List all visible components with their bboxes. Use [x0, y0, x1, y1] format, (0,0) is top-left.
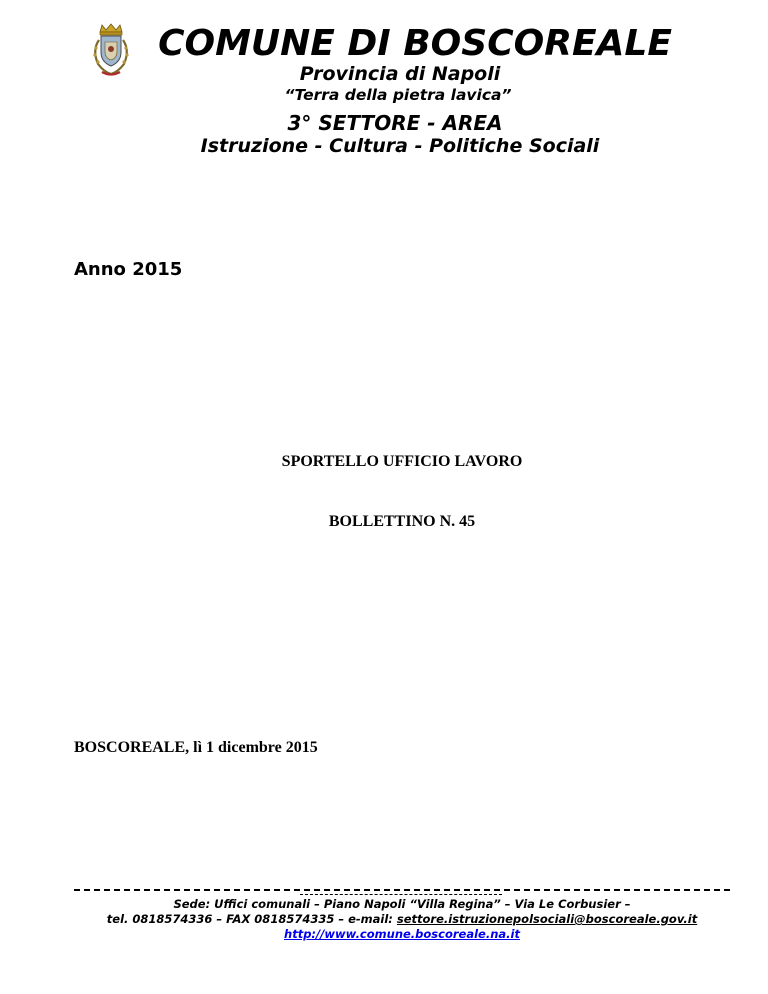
footer-divider [74, 889, 730, 891]
footer-divider-short [300, 894, 502, 895]
footer-contacts-text: tel. 0818574336 – FAX 0818574335 – e-mail: [106, 912, 397, 926]
footer-contacts [0, 912, 768, 927]
area-heading: Istruzione - Cultura - Politiche Sociali [200, 135, 600, 157]
dateline: BOSCOREALE, lì 1 dicembre 2015 [74, 739, 318, 756]
email-link[interactable]: settore.istruzionepolsociali@boscoreale.gov.it [396, 912, 698, 926]
footer-address: Sede: Uffici comunali – Piano Napoli “Villa Regina” – Via Le Corbusier – [173, 897, 631, 911]
footer-website [0, 927, 768, 942]
province-label: Provincia di Napoli [299, 63, 501, 85]
bulletin-number: BOLLETTINO N. 45 [328, 513, 476, 530]
website-link[interactable]: http://www.comune.boscoreale.na.it [284, 927, 520, 941]
year-heading: Anno 2015 [74, 259, 183, 280]
office-title: SPORTELLO UFFICIO LAVORO [281, 453, 523, 470]
page-title: COMUNE DI BOSCOREALE [158, 23, 672, 64]
sector-heading: 3° SETTORE - AREA [287, 111, 503, 135]
motto-label: “Terra della pietra lavica” [284, 86, 512, 104]
